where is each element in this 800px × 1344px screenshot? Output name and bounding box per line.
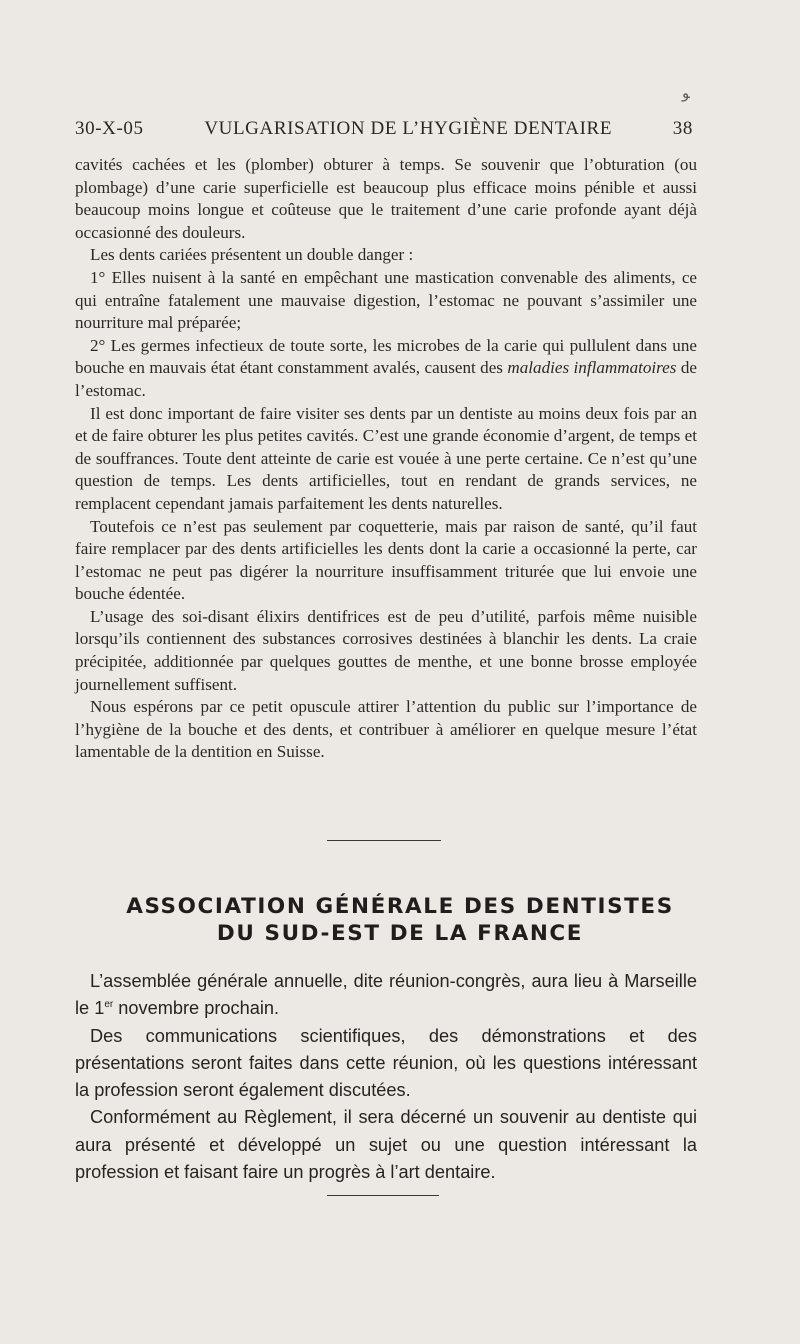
- paragraph-double-danger: Les dents cariées présentent un double danger :: [90, 245, 414, 265]
- ordinal-superscript: er: [104, 999, 114, 1011]
- pencil-mark: ﻮ: [682, 86, 690, 102]
- heading-line-1: ASSOCIATION GÉNÉRALE DES DENTISTES: [126, 894, 674, 919]
- running-head: [75, 118, 693, 140]
- paragraph-conclusion: Nous espérons par ce petit opuscule attirer l’attention du public sur l’importance de l’hygiène de la bouche et des dents, et contribuer à améliorer en quelque mesure l’état lamentable de la dentition en Suisse.: [75, 697, 697, 762]
- paragraph-continuation: cavités cachées et les (plomber) obturer à temps. Se souvenir que l’obturation (ou plombage) d’une carie superficielle est beaucoup plus efficace moins pénible et aussi beaucoup moins longue et coûteuse que le traitement d’une carie profonde ayant déjà occasionné des douleurs.: [75, 155, 697, 242]
- running-head-title: VULGARISATION DE L’HYGIÈNE DENTAIRE: [204, 118, 613, 139]
- paragraph-point-1: 1° Elles nuisent à la santé en empêchant une mastication convenable des aliments, ce qui entraîne fatalement une mauvaise digestion, l’estomac ne pouvant s’assimiler une nourriture mal préparée;: [75, 267, 697, 333]
- point-2-italic: maladies inflammatoires: [507, 358, 677, 378]
- paragraph-artificial-teeth: Toutefois ce n’est pas seulement par coquetterie, mais par raison de santé, qu’il faut faire remplacer par des dents artificielles les dents dont la carie a occasionné la perte, car l’estomac ne peut pas digérer la nourriture insuffisamment triturée que lui envoie une bouche édentée.: [75, 516, 697, 604]
- association-heading: [60, 893, 740, 947]
- heading-line-2: DU SUD-EST DE LA FRANCE: [216, 921, 584, 946]
- paragraph-point-2: [75, 335, 697, 403]
- page-number: 38: [672, 118, 693, 139]
- paragraph-communications: Des communications scientifiques, des démonstrations et des présentations seront faites dans cette réunion, où les questions intéressant la profession seront également discutées.: [75, 1025, 697, 1101]
- paragraph-elixirs: L’usage des soi-disant élixirs dentifrices est de peu d’utilité, parfois même nuisible lorsqu’ils contiennent des substances corrosives destinées à blanchir les dents. La craie précipitée, additionnée par quelques gouttes de menthe, et une bonne brosse employée journellement suffisent.: [75, 606, 697, 694]
- paragraph-reglement: Conformément au Règlement, il sera décerné un souvenir au dentiste qui aura présenté et développé un sujet ou une question intéressant la profession et faisant faire un progrès à l’art dentaire.: [75, 1107, 697, 1183]
- assembly-text: L’assemblée générale annuelle, dite réunion-congrès, aura lieu à Marseille le 1: [75, 971, 697, 1019]
- assembly-end: novembre prochain.: [113, 998, 280, 1019]
- point-2-end: de l’estomac.: [75, 358, 697, 400]
- running-head-date: 30-X-05: [75, 118, 144, 139]
- article-body: [75, 154, 697, 764]
- paragraph-assembly: [75, 968, 697, 1023]
- association-body: [75, 968, 697, 1186]
- paragraph-dentist-visit: Il est donc important de faire visiter ses dents par un dentiste au moins deux fois par an et de faire obturer les plus petites cavités. C’est une grande économie d’argent, de temps et de souffrances. Toute dent atteinte de carie est vouée à une perte certaine. Ce n’est qu’une question de temps. Les dents artificielles, tout en rendant de grands services, ne remplacent cependant jamais parfaitement les dents naturelles.: [75, 403, 697, 513]
- point-2-text: 2° Les germes infectieux de toute sorte, les microbes de la carie qui pullulent dans une bouche en mauvais état étant constamment avalés, causent des: [75, 335, 697, 378]
- end-divider: [327, 1195, 439, 1196]
- section-divider: [327, 840, 441, 841]
